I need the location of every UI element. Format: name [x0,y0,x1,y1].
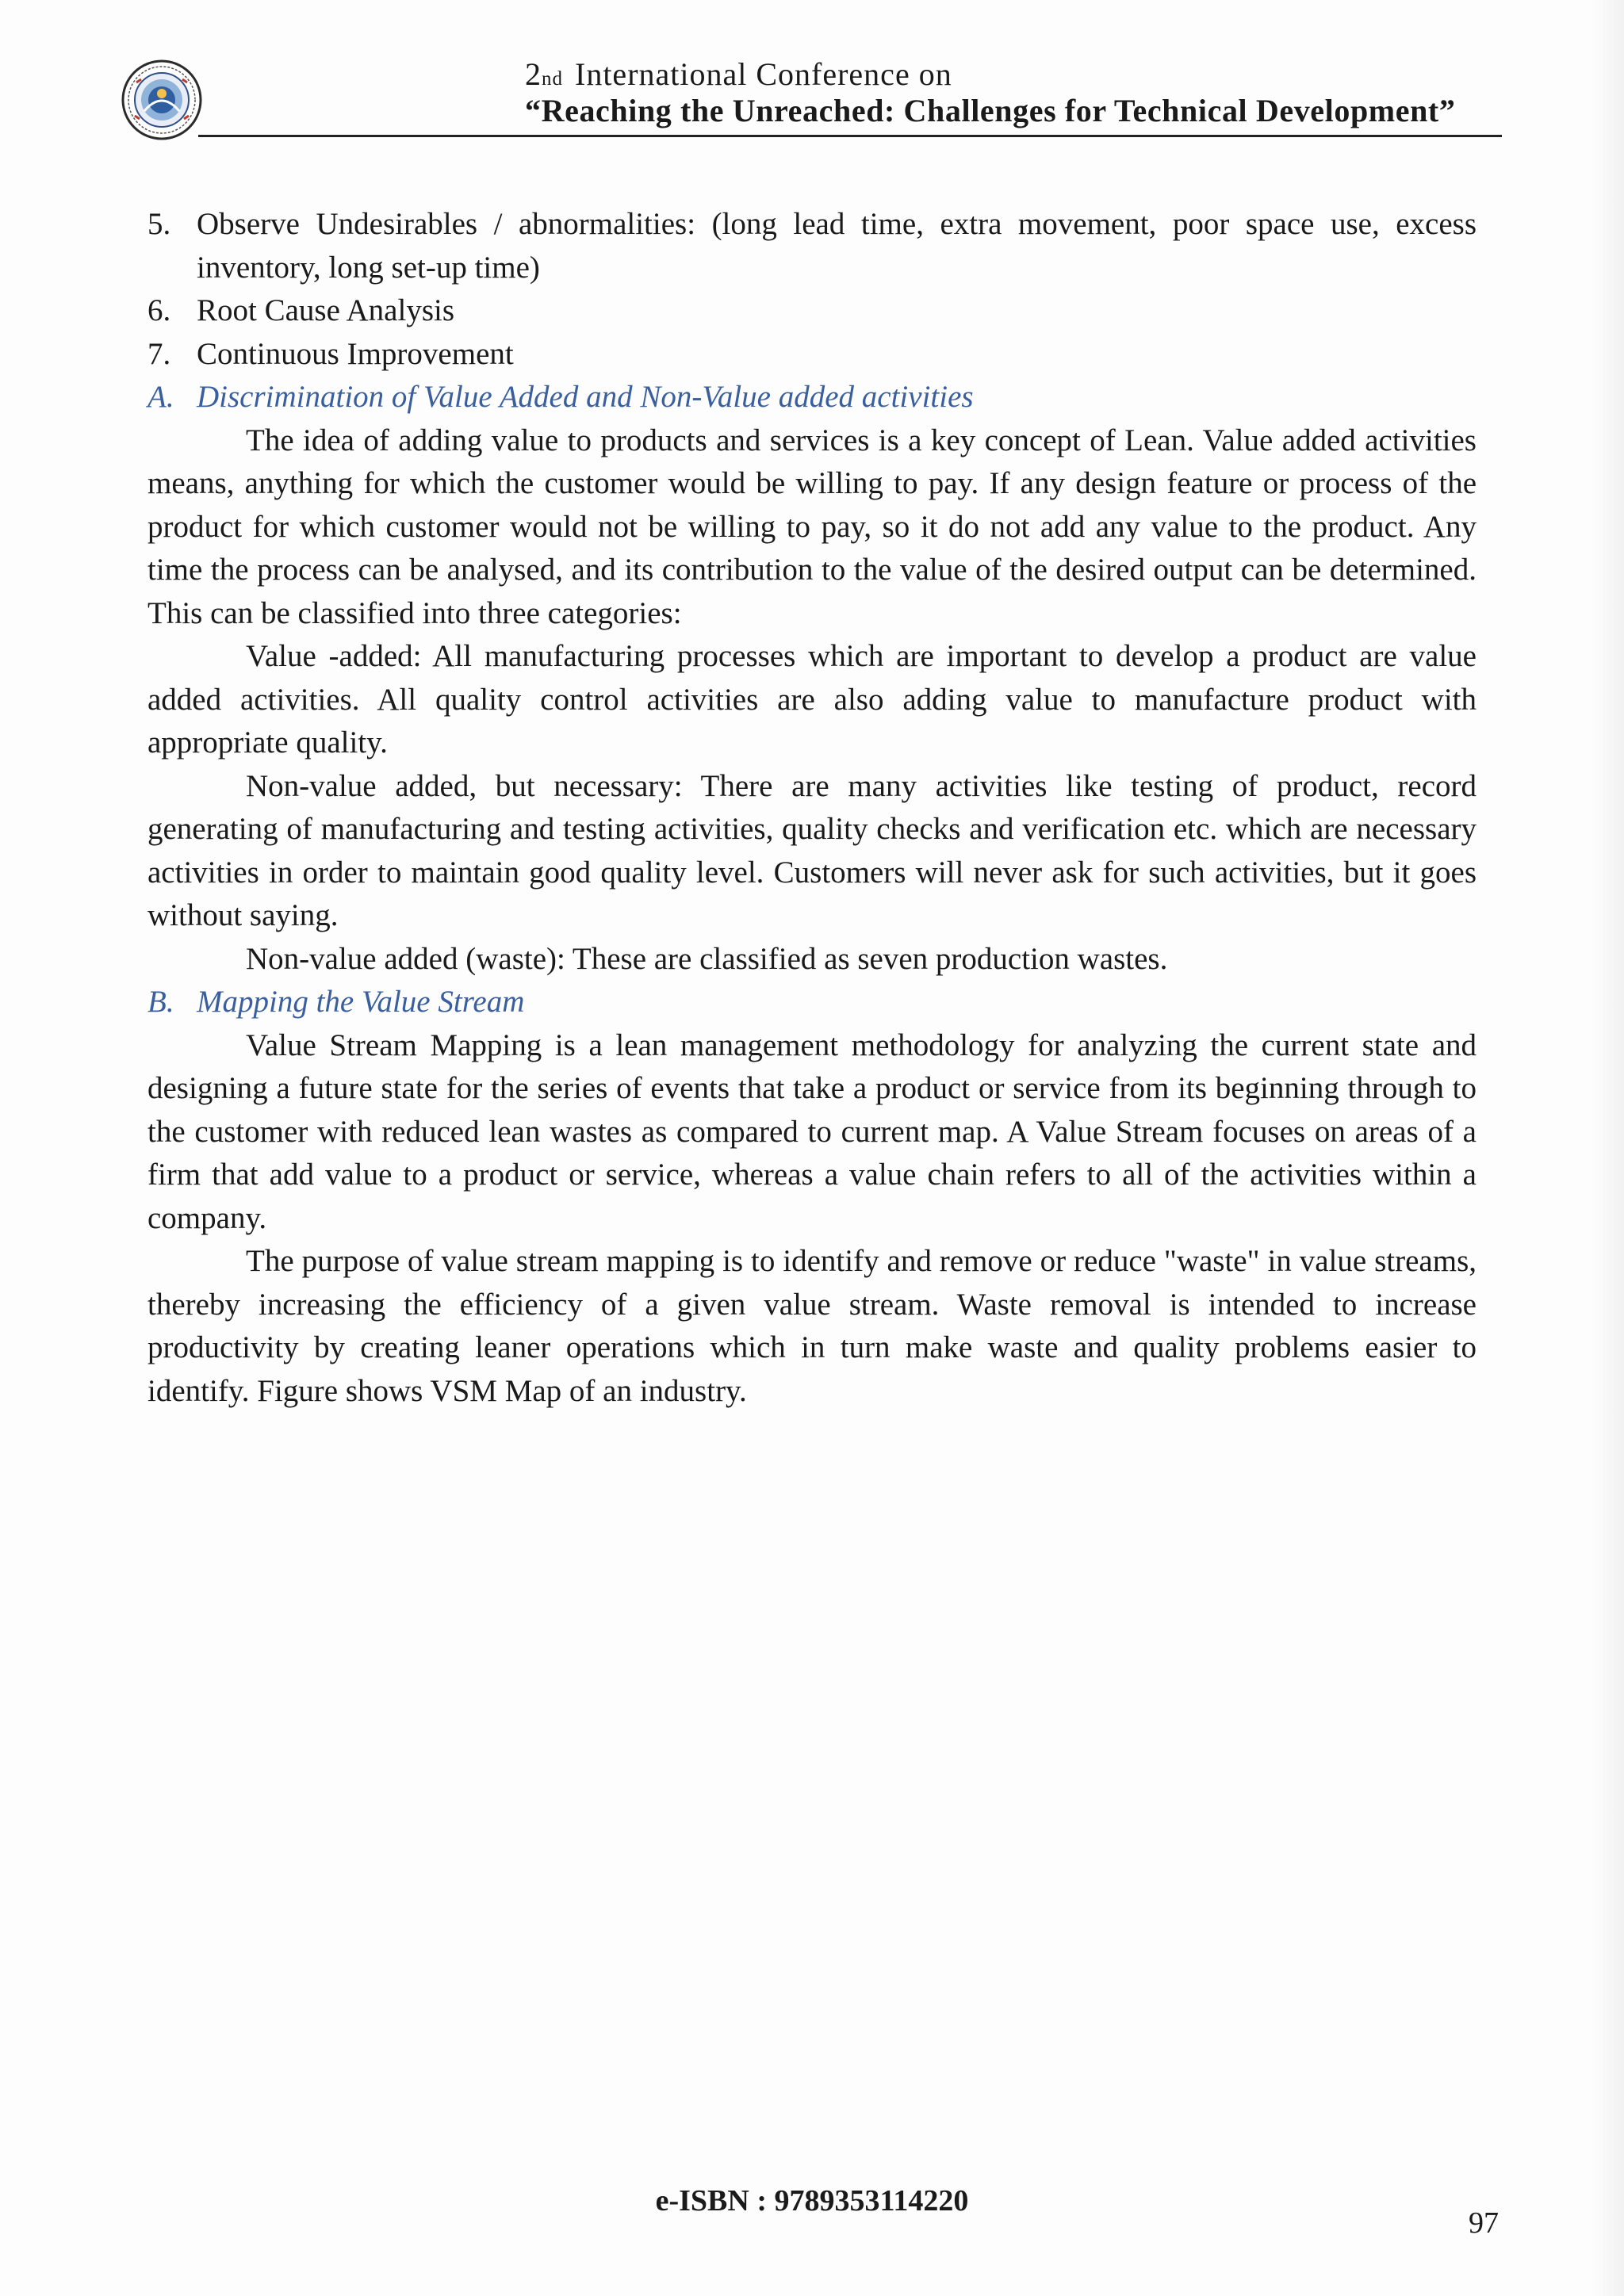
paragraph: Non-value added (waste): These are classified as seven production wastes. [246,941,1168,976]
list-item [147,289,1477,333]
section-number: B. [147,985,174,1019]
list-item-text: Continuous Improvement [197,336,514,371]
paragraph: Value Stream Mapping is a lean management methodology for analyzing the current state and designing a future state for the series of events that take a product or service from its beginning through to the customer with reduced lean wastes as compared to current map. A Value Stream focuses on areas of a firm that add value to a product or service, whereas a value chain refers to all of the activities within a company. [147,1027,1477,1235]
paragraph: Non-value added, but necessary: There are many activities like testing of product, record generating of manufacturing and testing activities, quality checks and verification etc. which are necessary activities in order to maintain good quality level. Customers will never ask for such activities, but it goes without saying. [147,768,1477,932]
header-divider [198,135,1502,137]
ordinal-number: 2 [525,56,542,92]
list-item-number: 7. [147,336,171,371]
conference-title [525,55,952,93]
ordinal-suffix: nd [542,68,563,90]
section-heading-b [147,981,1477,1024]
list-item-number: 6. [147,293,171,327]
list-item-text: Root Cause Analysis [197,293,455,327]
list-item [147,333,1477,377]
list-item [147,203,1477,289]
page-body [147,203,1477,1413]
section-title: Discrimination of Value Added and Non-Value added activities [197,380,974,414]
section-title: Mapping the Value Stream [197,985,525,1019]
paragraph: The idea of adding value to products and services is a key concept of Lean. Value added activities means, anything for which the customer would be willing to pay. If any design feature or process of the product for which customer would not be willing to pay, so it do not add any value to the product. Any time the process can be analysed, and its contribution to the value of the desired output can be determined. This can be classified into three categories: [147,423,1477,630]
conference-logo-icon [121,59,203,141]
page-number: 97 [1469,2206,1499,2240]
page-edge-shadow [1592,0,1624,2296]
section-number: A. [147,380,174,414]
paragraph: The purpose of value stream mapping is to identify and remove or reduce "waste" in value streams, thereby increasing the efficiency of a given value stream. Waste removal is intended to increase productivity by creating leaner operations which in turn make waste and quality problems easier to identify. Figure shows VSM Map of an industry. [147,1244,1477,1408]
conference-title-rest: International Conference on [575,56,952,92]
conference-theme: “Reaching the Unreached: Challenges for Technical Development” [525,93,1456,128]
list-item-number: 5. [147,207,171,241]
list-item-text: Observe Undesirables / abnormalities: (long lead time, extra movement, poor space use, excess inventory, long set-up time) [197,207,1477,285]
paragraph: Value -added: All manufacturing processes which are important to develop a product are value added activities. All quality control activities are also adding value to manufacture product with appropriate quality. [147,639,1477,760]
isbn-footer: e-ISBN : 9789353114220 [655,2184,969,2218]
section-heading-a [147,376,1477,419]
